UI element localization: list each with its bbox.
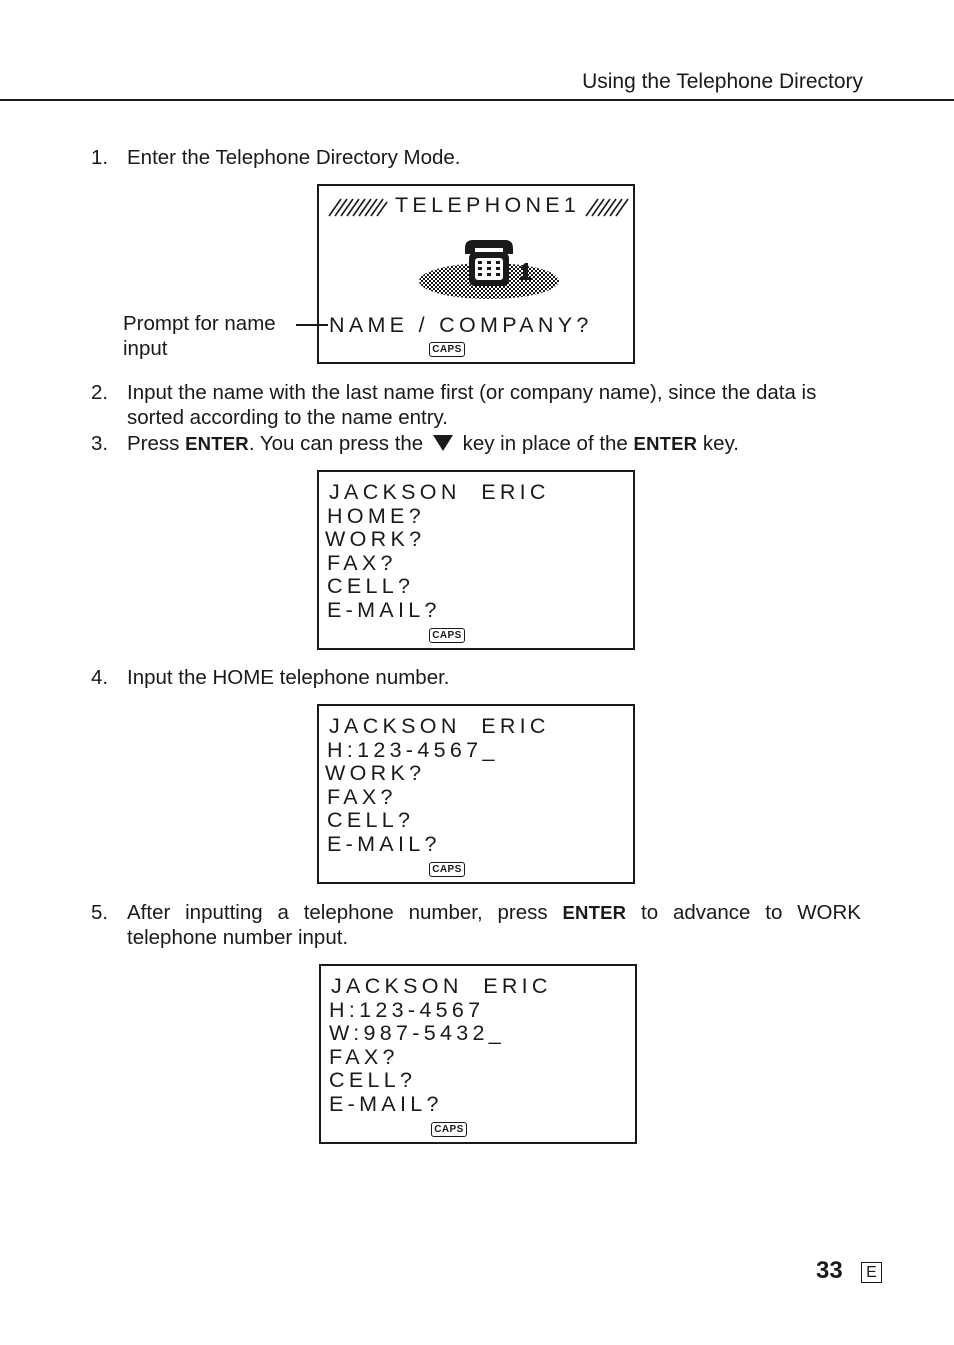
lcd-name-prompt: NAME / COMPANY? [329, 313, 593, 337]
lcd-line: FAX? [327, 785, 397, 809]
step-number: 4. [91, 666, 109, 689]
step-5 [91, 900, 861, 950]
enter-key-label: ENTER [562, 902, 627, 923]
callout-leader-line [296, 324, 328, 326]
caps-indicator: CAPS [429, 628, 465, 643]
page-number: 33 [816, 1257, 843, 1284]
caps-indicator: CAPS [431, 1122, 467, 1137]
step-text-part: After inputting a telephone number, press [127, 901, 563, 924]
hatch-left-icon [327, 196, 389, 218]
step-text-part: key in place of the [456, 432, 634, 455]
callout-line-1: Prompt for name [123, 312, 276, 335]
lcd-line: JACKSON ERIC [329, 714, 550, 738]
lcd-line: WORK? [325, 761, 426, 785]
lcd-line: E-MAIL? [327, 832, 441, 856]
caps-indicator: CAPS [429, 862, 465, 877]
hatch-right-icon [584, 196, 630, 218]
lcd-line: JACKSON ERIC [331, 974, 552, 998]
lcd-screen-telephone-mode [317, 184, 635, 364]
lcd-screen-work-number [319, 964, 637, 1144]
lcd-line: CELL? [327, 808, 415, 832]
step-text [127, 431, 861, 456]
lcd-line: E-MAIL? [327, 598, 441, 622]
step-number: 1. [91, 146, 109, 169]
lcd-screen-home-number [317, 704, 635, 884]
lcd-line: H:123-4567 [329, 998, 485, 1022]
enter-key-label: ENTER [185, 433, 249, 454]
callout-label [123, 311, 276, 361]
lcd-line: JACKSON ERIC [329, 480, 550, 504]
lcd-line: CELL? [329, 1068, 417, 1092]
lcd-line: FAX? [329, 1045, 399, 1069]
step-4 [91, 665, 861, 690]
language-badge: E [861, 1262, 882, 1283]
step-number: 2. [91, 381, 109, 404]
lcd-line: WORK? [325, 527, 426, 551]
lcd-line: HOME? [327, 504, 425, 528]
step-text: Input the HOME telephone number. [127, 666, 450, 689]
lcd-line: E-MAIL? [329, 1092, 443, 1116]
telephone-1-icon [417, 236, 563, 304]
step-text-part: to advance to WORK telephone number input. [127, 901, 861, 949]
step-2 [91, 380, 861, 430]
step-text-part: key. [697, 432, 740, 455]
step-1 [91, 145, 861, 170]
step-text [127, 900, 861, 950]
step-text-part: Press [127, 432, 186, 455]
lcd-screen-name-entered [317, 470, 635, 650]
step-text-part: . You can press the [248, 432, 429, 455]
caps-indicator: CAPS [429, 342, 465, 357]
lcd-line: FAX? [327, 551, 397, 575]
down-arrow-key-icon [433, 435, 453, 451]
enter-key-label: ENTER [633, 433, 698, 454]
step-3 [91, 431, 861, 456]
lcd-line: H:123-4567_ [327, 738, 499, 762]
lcd-line: W:987-5432_ [329, 1021, 505, 1045]
callout-line-2: input [123, 337, 168, 360]
lcd-line: CELL? [327, 574, 415, 598]
running-header: Using the Telephone Directory [582, 70, 863, 93]
lcd-title: TELEPHONE1 [395, 193, 581, 217]
step-text: Enter the Telephone Directory Mode. [127, 146, 461, 169]
header-rule [0, 99, 954, 101]
step-text: Input the name with the last name first (or company name), since the data is sorted according to the name entry. [127, 381, 817, 429]
step-number: 5. [91, 901, 109, 924]
step-number: 3. [91, 432, 109, 455]
